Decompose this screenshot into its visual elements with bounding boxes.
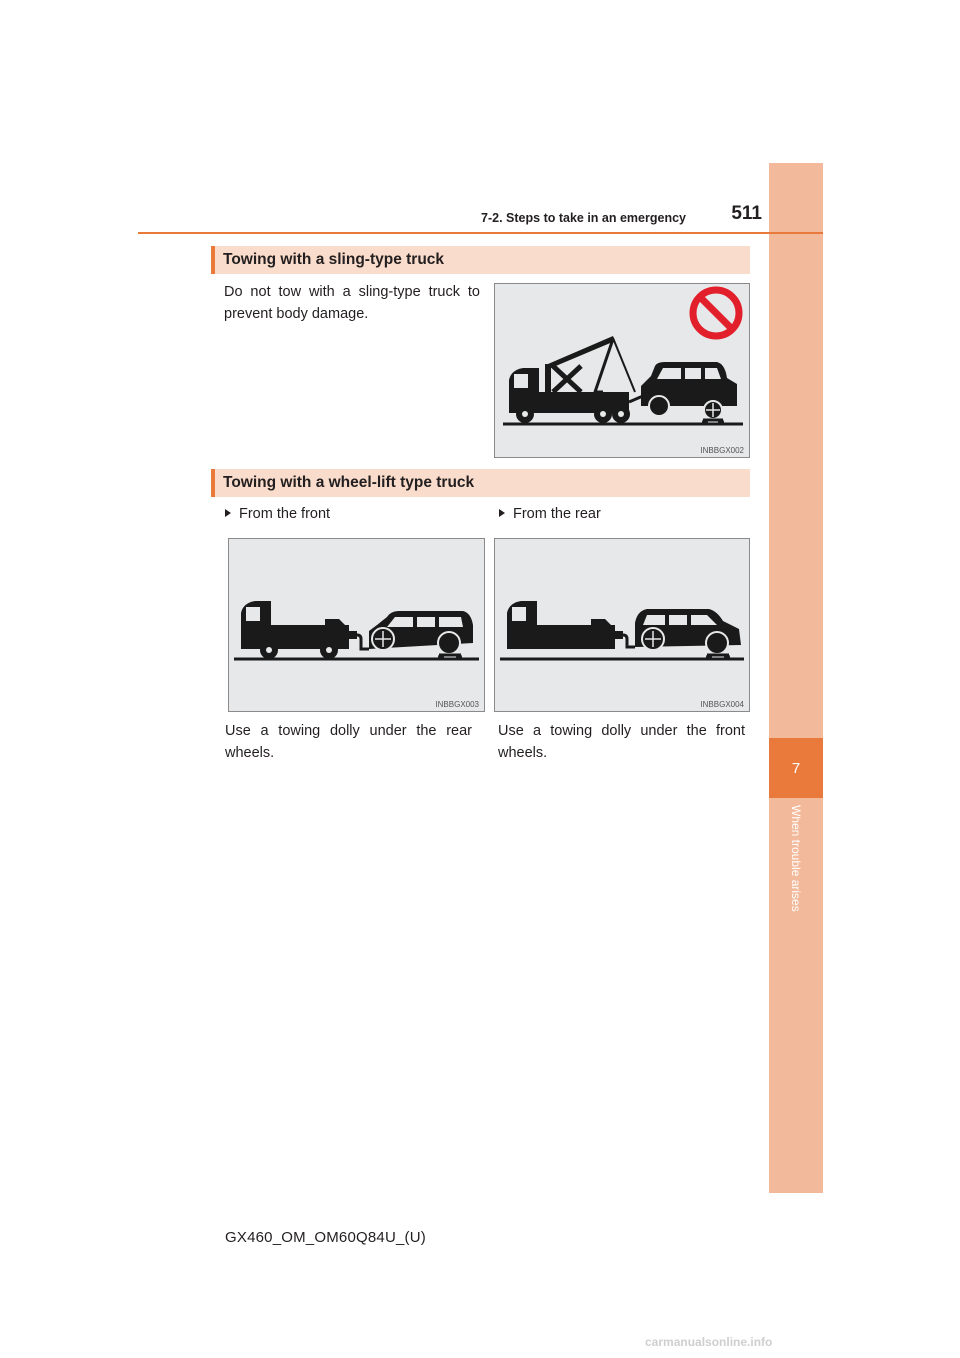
bullet-label: From the rear	[513, 506, 601, 522]
section-heading-wheel-lift	[211, 469, 750, 497]
tow-rear-illustration	[494, 538, 750, 712]
page-number: 511	[731, 203, 762, 224]
bullet-from-rear	[499, 506, 601, 522]
tow-front-illustration	[228, 538, 485, 712]
sling-truck-illustration	[494, 283, 750, 458]
prohibition-icon	[693, 290, 739, 336]
rear-tow-caption: Use a towing dolly under the front wheels.	[498, 723, 745, 761]
chapter-number-badge	[769, 738, 823, 798]
section-heading-accent	[211, 246, 215, 274]
tow-rear-drawing	[495, 539, 749, 711]
figure-code: INBBGX002	[700, 446, 744, 455]
document-code-footer: GX460_OM_OM60Q84U_(U)	[225, 1229, 426, 1246]
site-watermark: carmanualsonline.info	[645, 1335, 773, 1349]
running-header-title: 7-2. Steps to take in an emergency	[481, 211, 686, 225]
figure-code: INBBGX004	[700, 700, 744, 709]
bullet-triangle-icon	[225, 509, 231, 517]
section-heading-sling	[211, 246, 750, 274]
bullet-triangle-icon	[499, 509, 505, 517]
chapter-label: When trouble arises	[789, 805, 803, 912]
section-heading-text: Towing with a wheel-lift type truck	[223, 474, 475, 491]
sling-warning-text: Do not tow with a sling-type truck to prevent body damage.	[224, 284, 480, 322]
chapter-label-container	[769, 805, 823, 945]
sling-truck-drawing	[495, 284, 749, 457]
bullet-from-front	[225, 506, 330, 522]
header-rule	[138, 232, 823, 234]
section-heading-accent	[211, 469, 215, 497]
front-tow-caption: Use a towing dolly under the rear wheels.	[225, 723, 472, 761]
figure-code: INBBGX003	[435, 700, 479, 709]
chapter-side-tab	[769, 163, 823, 1193]
tow-front-drawing	[229, 539, 484, 711]
section-heading-text: Towing with a sling-type truck	[223, 251, 445, 268]
bullet-label: From the front	[239, 506, 331, 522]
chapter-number: 7	[791, 759, 801, 777]
